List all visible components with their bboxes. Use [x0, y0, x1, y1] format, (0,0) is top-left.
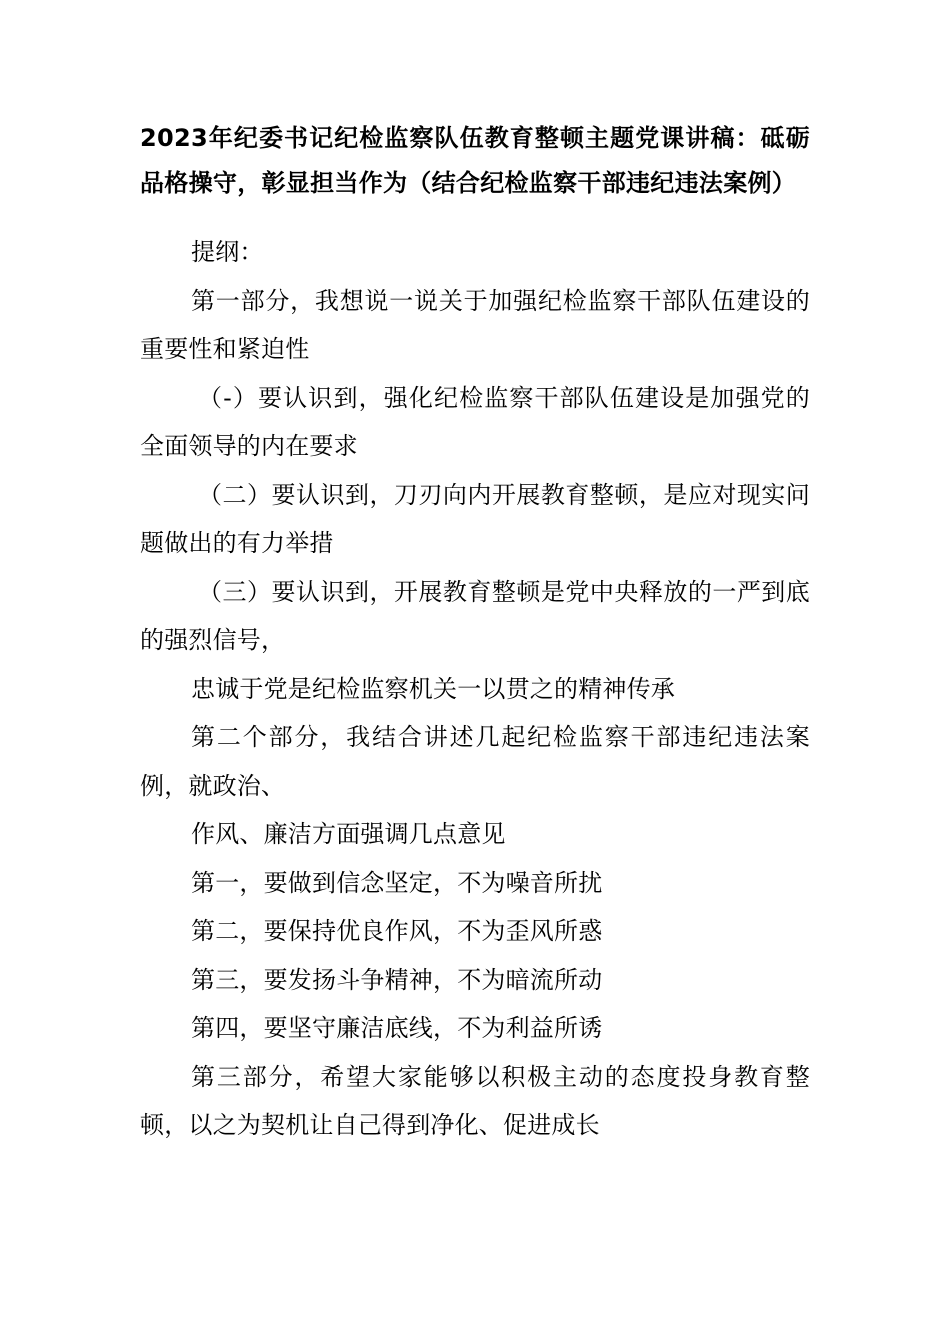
part-three-heading: 第三部分，希望大家能够以积极主动的态度投身教育整顿，以之为契机让自己得到净化、促进成长 — [140, 1062, 810, 1139]
part-two-point-1: 第一，要做到信念坚定，不为噪音所扰 — [191, 868, 603, 897]
outline-heading: 提纲： — [191, 238, 264, 266]
outline-section — [140, 228, 810, 1150]
part-two-point-3: 第三，要发扬斗争精神，不为暗流所动 — [191, 965, 603, 994]
part-two-point-4: 第四，要坚守廉洁底线，不为利益所诱 — [191, 1014, 603, 1042]
part-one-point-1: （-）要认识到，强化纪检监察干部队伍建设是加强党的全面领导的内在要求 — [140, 383, 810, 460]
part-one-heading: 第一部分，我想说一说关于加强纪检监察干部队伍建设的重要性和紧迫性 — [140, 286, 810, 363]
part-one-point-2: （二）要认识到，刀刃向内开展教育整顿，是应对现实问题做出的有力举措 — [140, 480, 810, 557]
part-two-heading: 第二个部分，我结合讲述几起纪检监察干部违纪违法案例，就政治、 — [140, 723, 810, 800]
document-title: 2023年纪委书记纪检监察队伍教育整顿主题党课讲稿：砥砺品格操守，彰显担当作为（结合纪检监察干部违纪违法案例） — [140, 124, 810, 197]
document-body — [140, 116, 810, 1150]
part-two-heading-continued: 作风、廉洁方面强调几点意见 — [191, 820, 506, 848]
part-two-point-2: 第二，要保持优良作风，不为歪风所惑 — [191, 917, 603, 945]
part-one-point-3-continued: 忠诚于党是纪检监察机关一以贯之的精神传承 — [191, 674, 675, 703]
part-one-point-3: （三）要认识到，开展教育整顿是党中央释放的一严到底的强烈信号， — [140, 577, 810, 654]
